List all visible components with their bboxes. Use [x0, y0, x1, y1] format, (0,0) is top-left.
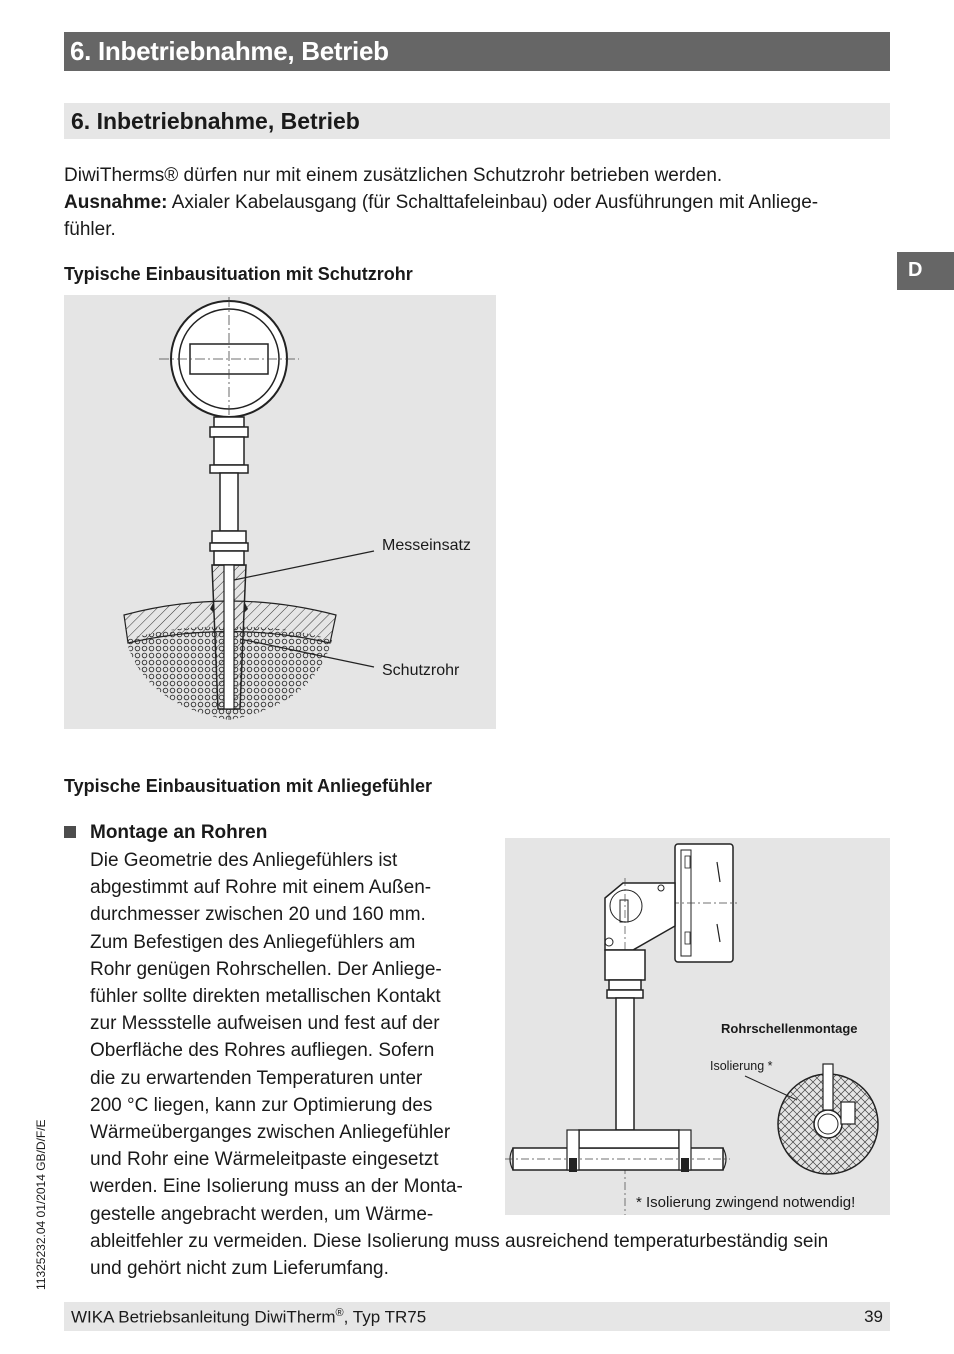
body-line: Oberfläche des Rohres aufliegen. Sofern — [90, 1040, 435, 1062]
isolierung-label: Isolierung * — [710, 1059, 773, 1073]
language-tab-label: D — [908, 259, 923, 281]
body-line: durchmesser zwischen 20 und 160 mm. — [90, 904, 426, 926]
body-line: Die Geometrie des Anliegefühlers ist — [90, 850, 398, 871]
document-code: 11325232.04 01/2014 GB/D/F/E — [34, 1119, 48, 1290]
body-line: Zum Befestigen des Anliegefühlers am — [90, 931, 416, 953]
body-line: abgestimmt auf Rohre mit einem Außen- — [90, 877, 432, 899]
thermowell-drawing — [64, 295, 496, 729]
exception-text: Axialer Kabelausgang (für Schalttafeleinbau) oder Ausführungen mit Anliege- — [167, 192, 819, 213]
figure1-heading: Typische Einbausituation mit Schutzrohr — [64, 264, 413, 284]
schutzrohr-label: Schutzrohr — [382, 662, 460, 679]
body-line: Wärmeüberganges zwischen Anliegefühler — [90, 1122, 451, 1144]
footer-type: , Typ TR75 — [343, 1307, 427, 1327]
isolation-note: * Isolierung zwingend notwendig! — [636, 1194, 856, 1211]
page-footer — [64, 1302, 890, 1331]
page-number: 39 — [864, 1307, 883, 1326]
registered-mark: ® — [335, 1307, 344, 1319]
section-heading-bar — [64, 103, 890, 139]
surface-sensor-figure — [505, 838, 890, 1215]
bullet-title-text: Montage an Rohren — [90, 822, 268, 843]
intro-paragraph — [64, 162, 818, 243]
body-line: fühler sollte direkten metallischen Kontakt — [90, 986, 441, 1008]
figure2-heading: Typische Einbausituation mit Anliegefühler — [64, 776, 433, 796]
exception-line — [64, 189, 818, 216]
intro-line: DiwiTherms® dürfen nur mit einem zusätzlichen Schutzrohr betrieben werden. — [64, 165, 723, 186]
body-line: gestelle angebracht werden, um Wärme- — [90, 1203, 434, 1225]
section-title: 6. Inbetriebnahme, Betrieb — [71, 108, 360, 134]
messeinsatz-label: Messeinsatz — [382, 537, 471, 554]
body-line: Rohr genügen Rohrschellen. Der Anliege- — [90, 958, 442, 980]
exception-line-2: fühler. — [64, 219, 116, 240]
bullet-heading — [64, 822, 267, 844]
footer-title — [71, 1307, 426, 1328]
body-line: zur Messstelle aufweisen und fest auf der — [90, 1013, 440, 1035]
chapter-title: 6. Inbetriebnahme, Betrieb — [70, 36, 389, 66]
body-line: ableitfehler zu vermeiden. Diese Isolierung muss ausreichend temperaturbeständig sein — [90, 1230, 829, 1252]
body-line: die zu erwartenden Temperaturen unter — [90, 1067, 423, 1089]
footer-title-text: WIKA Betriebsanleitung DiwiTherm — [71, 1307, 336, 1327]
language-tab — [897, 252, 954, 290]
thermowell-figure — [64, 295, 496, 729]
rohrschellenmontage-label: Rohrschellenmontage — [721, 1021, 858, 1036]
square-bullet-icon — [64, 826, 76, 838]
body-line: und gehört nicht zum Lieferumfang. — [90, 1258, 389, 1280]
exception-label: Ausnahme: — [64, 192, 168, 213]
body-line: 200 °C liegen, kann zur Optimierung des — [90, 1094, 433, 1116]
body-line: und Rohr eine Wärmeleitpaste eingesetzt — [90, 1149, 439, 1171]
body-line: werden. Eine Isolierung muss an der Monta- — [90, 1176, 463, 1198]
surface-sensor-drawing — [505, 838, 890, 1215]
chapter-header-bar — [64, 32, 890, 71]
